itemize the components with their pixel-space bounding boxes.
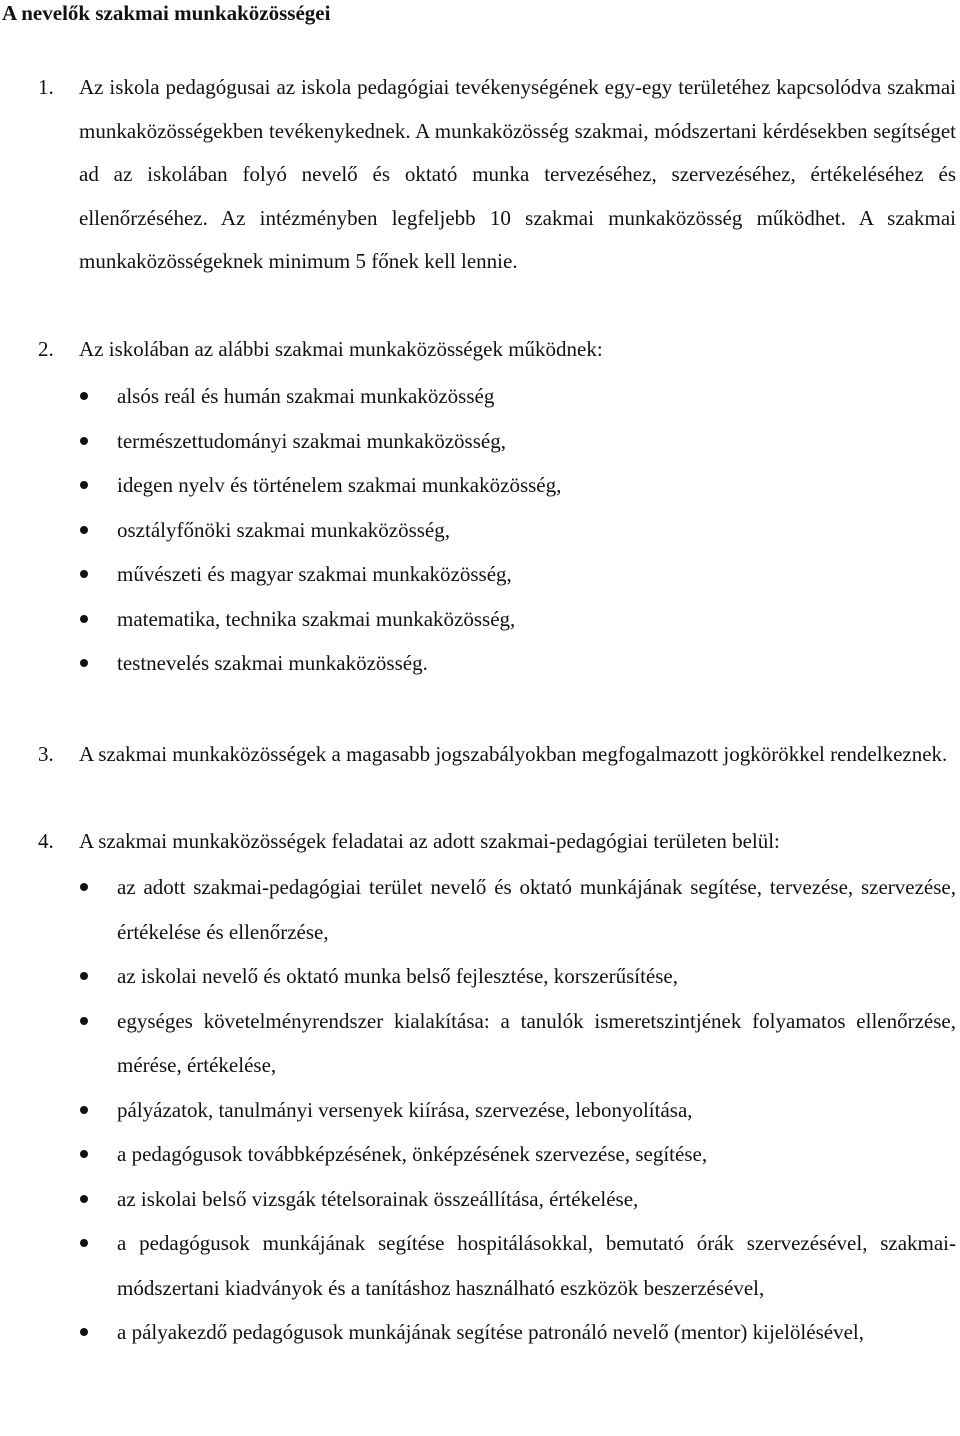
section-4-bullet-text: egységes követelményrendszer kialakítása: a tanulók ismeretszintjének folyamatos ellenőrzése, mérése, értékelése, [117,1008,956,1077]
section-4-number: 4. [38,829,54,853]
bullet-icon [80,526,88,534]
section-4-bullet-text: pályázatok, tanulmányi versenyek kiírása, szervezése, lebonyolítása, [117,1097,693,1122]
section-4-bullet-text: a pályakezdő pedagógusok munkájának segítése patronáló nevelő (mentor) kijelölésével, [117,1320,864,1344]
section-4-bullet-item [0,865,956,954]
section-2-bullet-text: alsós reál és humán szakmai munkaközösség [117,384,495,408]
bullet-icon [80,1150,88,1158]
section-4-bullet-item [0,1132,956,1177]
section-2-bullet-item [0,463,956,508]
bullet-icon [80,481,88,489]
section-1-number: 1. [38,75,54,99]
section-2-bullet-text: idegen nyelv és történelem szakmai munkaközösség, [117,473,562,497]
section-4-bullet-item [0,1088,956,1133]
section-2-bullet-text: természettudományi szakmai munkaközösség, [117,428,506,453]
section-2-number: 2. [38,337,54,361]
bullet-icon [80,437,88,445]
bullet-icon [80,1017,88,1025]
section-2-text: Az iskolában az alábbi szakmai munkaközösségek működnek: [79,337,603,361]
section-2-bullet-text: művészeti és magyar szakmai munkaközösség, [117,562,512,586]
section-4-bullet-item [0,954,956,999]
section-2-bullet-text: osztályfőnöki szakmai munkaközösség, [117,517,451,542]
bullet-icon [80,972,88,980]
bullet-icon [80,392,88,400]
section-2-bullet-item [0,508,956,553]
section-2-bullet-text: matematika, technika szakmai munkaközösség, [117,606,516,631]
section-2-bullet-text: testnevelés szakmai munkaközösség. [117,651,428,675]
bullet-icon [80,883,88,891]
section-4-bullet-item [0,1177,956,1222]
section-4-bullet-item [0,1221,956,1310]
section-4-bullet-text: a pedagógusok továbbképzésének, önképzésének szervezése, segítése, [117,1142,708,1166]
section-4-bullet-text: az iskolai nevelő és oktató munka belső fejlesztése, korszerűsítése, [117,964,678,988]
section-4-bullet-item [0,999,956,1088]
section-2-bullet-item [0,597,956,642]
section-2-bullet-item [0,374,956,419]
section-4-bullet-text: az iskolai belső vizsgák tételsorainak összeállítása, értékelése, [117,1186,639,1211]
section-4-bullet-text: az adott szakmai-pedagógiai terület nevelő és oktató munkájának segítése, tervezése, szervezése, értékelése és ellenőrzése, [117,875,956,944]
section-2-bullet-list [0,374,956,686]
section-2-bullet-item [0,419,956,464]
bullet-icon [80,1328,88,1336]
section-1-text: Az iskola pedagógusai az iskola pedagógiai tevékenységének egy-egy területéhez kapcsolódva szakmai munkaközösségekben tevékenykednek. A munkaközösség szakmai, módszertani kérdésekben segítséget ad az iskolában folyó nevelő és oktató munka tervezéséhez, szervezéséhez, értékeléséhez és ellenőrzéséhez. Az intézményben legfeljebb 10 szakmai munkaközösség működhet. A szakmai munkaközösségeknek minimum 5 főnek kell lennie. [79,75,956,273]
section-4-bullet-list [0,865,956,1355]
bullet-icon [80,659,88,667]
section-4-bullet-item [0,1310,956,1355]
bullet-icon [80,615,88,623]
section-2-bullet-item [0,552,956,597]
bullet-icon [80,1195,88,1203]
section-2-bullet-item [0,641,956,686]
section-3-number: 3. [38,742,54,766]
section-3-text: A szakmai munkaközösségek a magasabb jogszabályokban megfogalmazott jogkörökkel rendelkeznek. [79,742,948,766]
bullet-icon [80,570,88,578]
section-4-bullet-text: a pedagógusok munkájának segítése hospitálásokkal, bemutató órák szervezésével, szakmai-módszertani kiadványok és a tanításhoz használható eszközök beszerzésével, [117,1231,956,1300]
bullet-icon [80,1106,88,1114]
document-heading: A nevelők szakmai munkaközösségei [2,1,331,25]
section-4-text: A szakmai munkaközösségek feladatai az adott szakmai-pedagógiai területen belül: [79,829,780,853]
bullet-icon [80,1239,88,1247]
